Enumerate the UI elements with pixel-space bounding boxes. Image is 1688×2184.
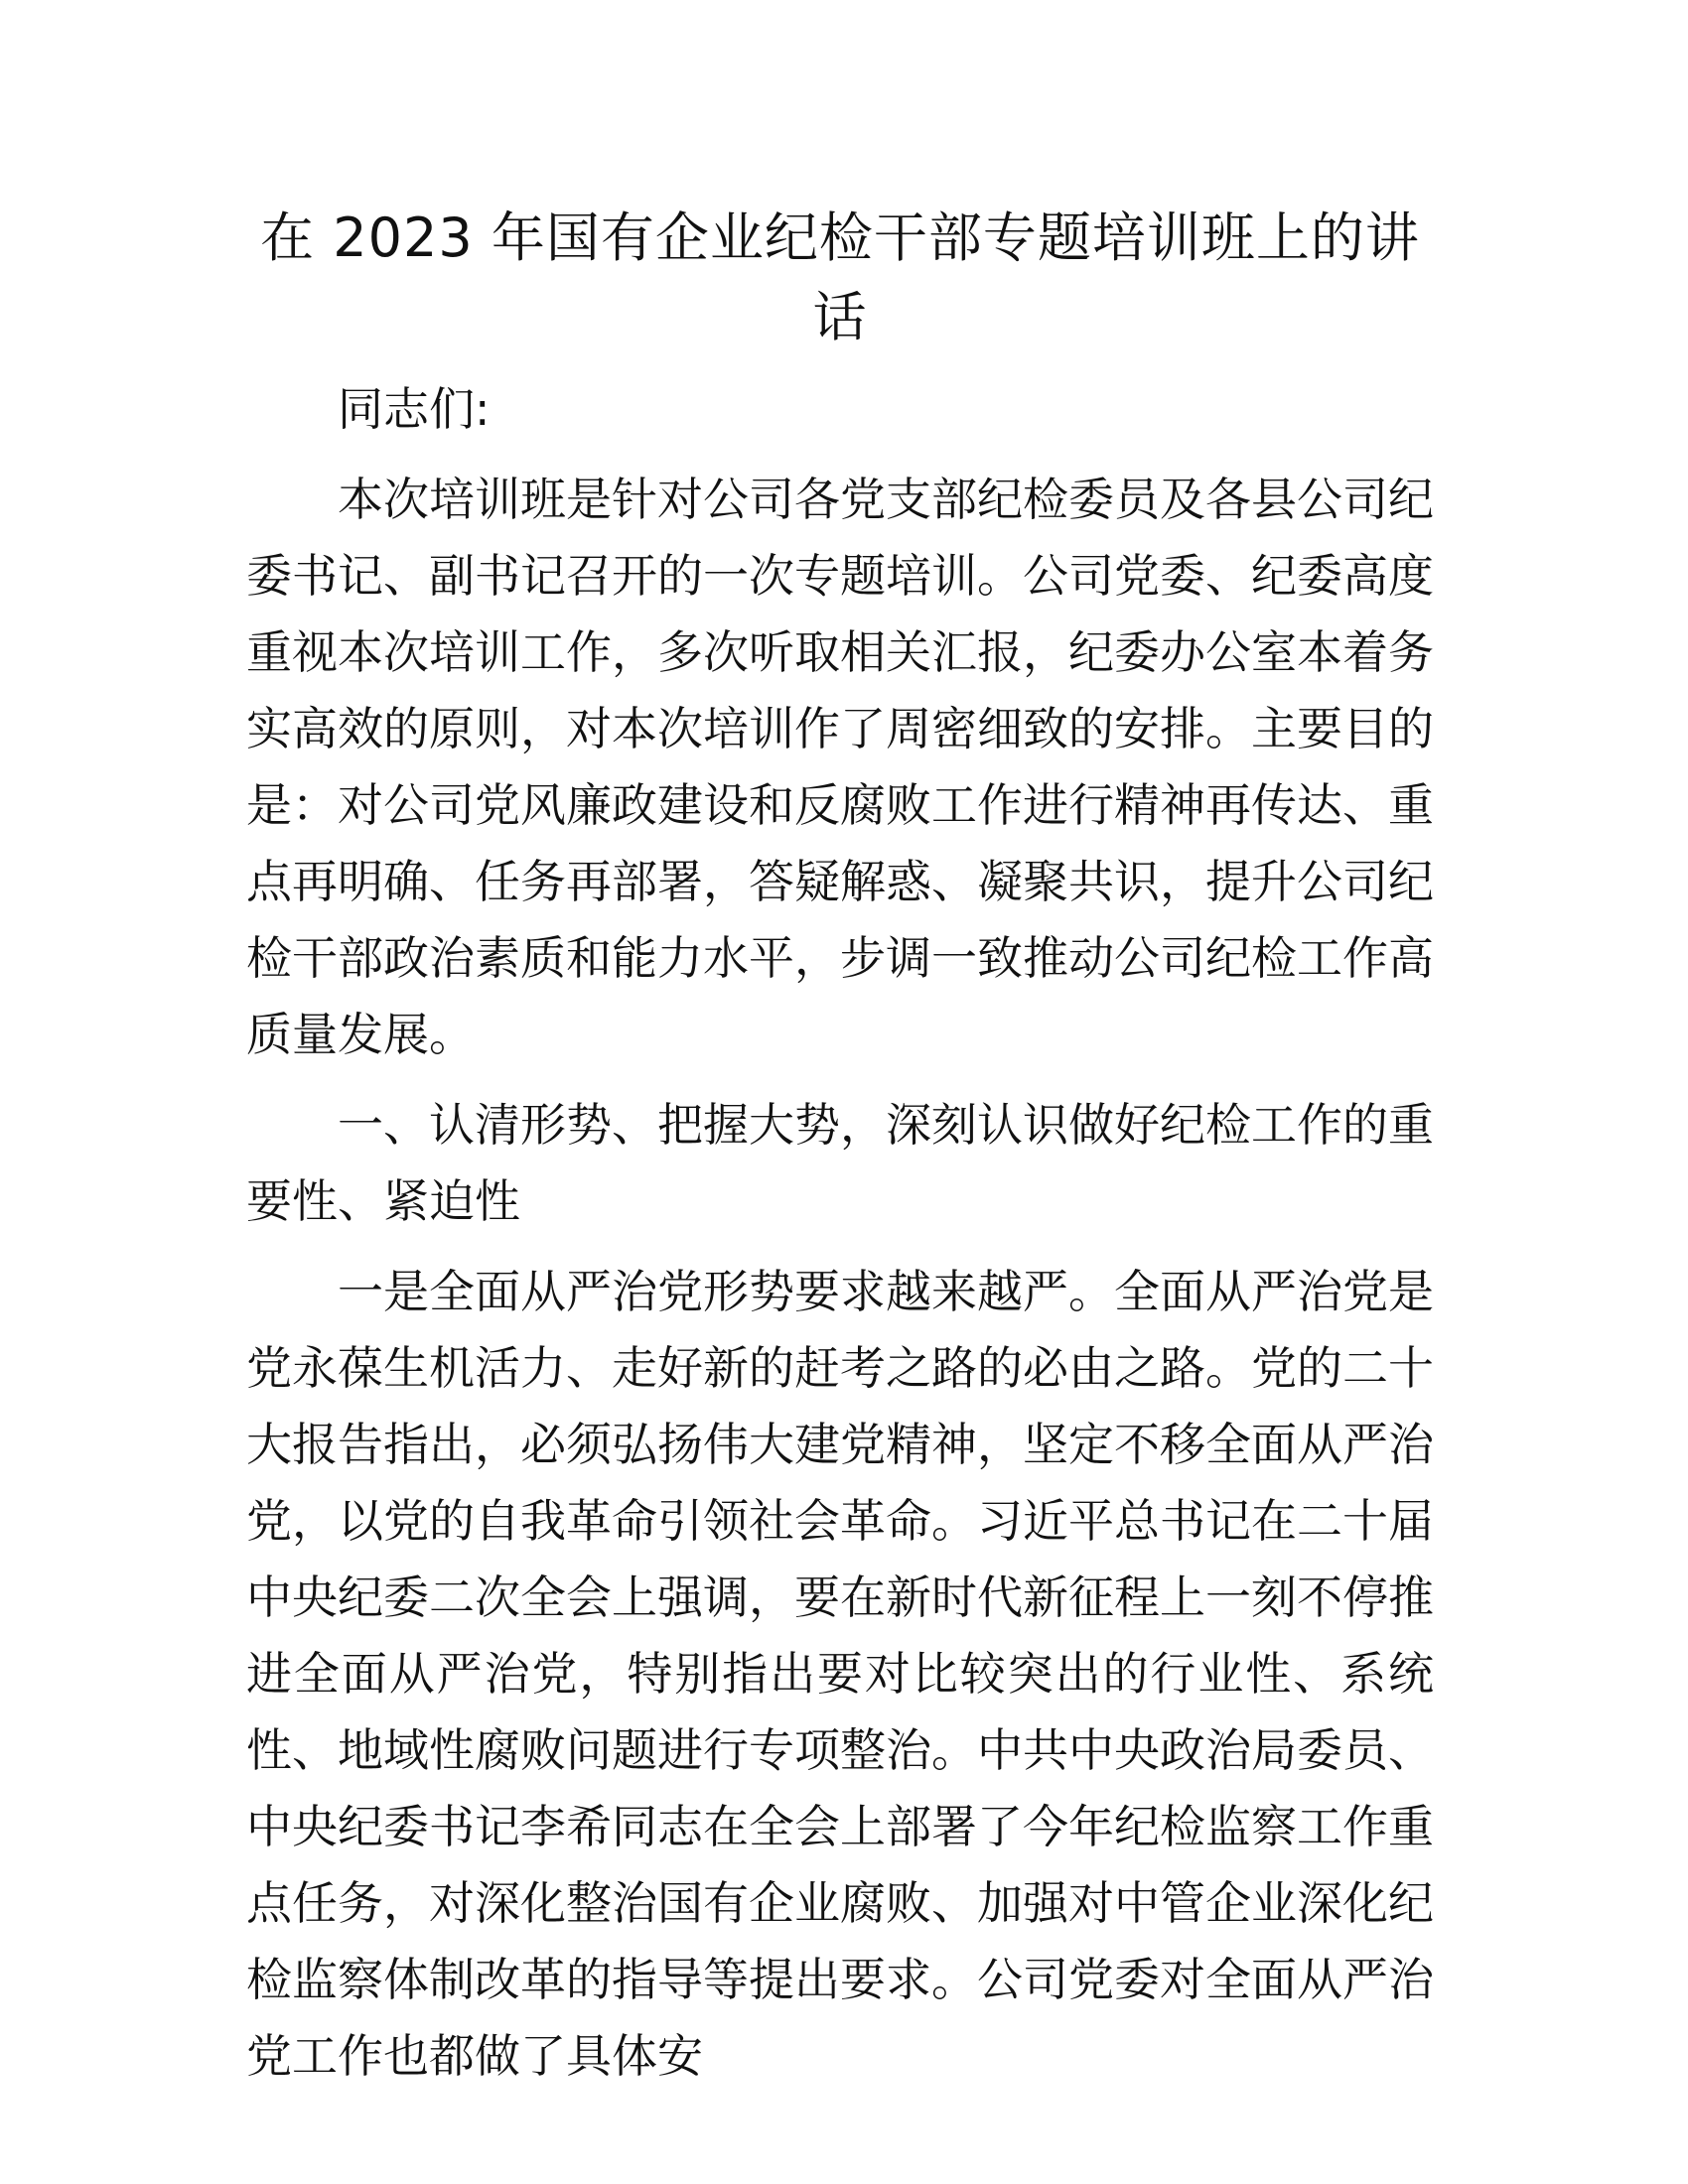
paragraph-point-1: 一是全面从严治党形势要求越来越严。全面从严治党是党永葆生机活力、走好新的赶考之路的必由之路。党的二十大报告指出，必须弘扬伟大建党精神，坚定不移全面从严治党，以党的自我革命引领社会革命。习近平总书记在二十届中央纪委二次全会上强调，要在新时代新征程上一刻不停推进全面从严治党，特别指出要对比较突出的行业性、系统性、地域性腐败问题进行专项整治。中共中央政治局委员、中央纪委书记李希同志在全会上部署了今年纪检监察工作重点任务，对深化整治国有企业腐败、加强对中管企业深化纪检监察体制改革的指导等提出要求。公司党委对全面从严治党工作也都做了具体安 (246, 1265, 1434, 2083)
document-title: 在 2023 年国有企业纪检干部专题培训班上的讲话 (260, 206, 1420, 348)
paragraph-intro: 本次培训班是针对公司各党支部纪检委员及各县公司纪委书记、副书记召开的一次专题培训。公司党委、纪委高度重视本次培训工作，多次听取相关汇报，纪委办公室本着务实高效的原则，对本次培训作了周密细致的安排。主要目的是：对公司党风廉政建设和反腐败工作进行精神再传达、重点再明确、任务再部署，答疑解惑、凝聚共识，提升公司纪检干部政治素质和能力水平，步调一致推动公司纪检工作高质量发展。 (246, 473, 1434, 1061)
salutation: 同志们: (338, 382, 491, 436)
section-heading-1: 一、认清形势、把握大势，深刻认识做好纪检工作的重要性、紧迫性 (246, 1098, 1434, 1228)
document-body (246, 199, 1434, 2095)
